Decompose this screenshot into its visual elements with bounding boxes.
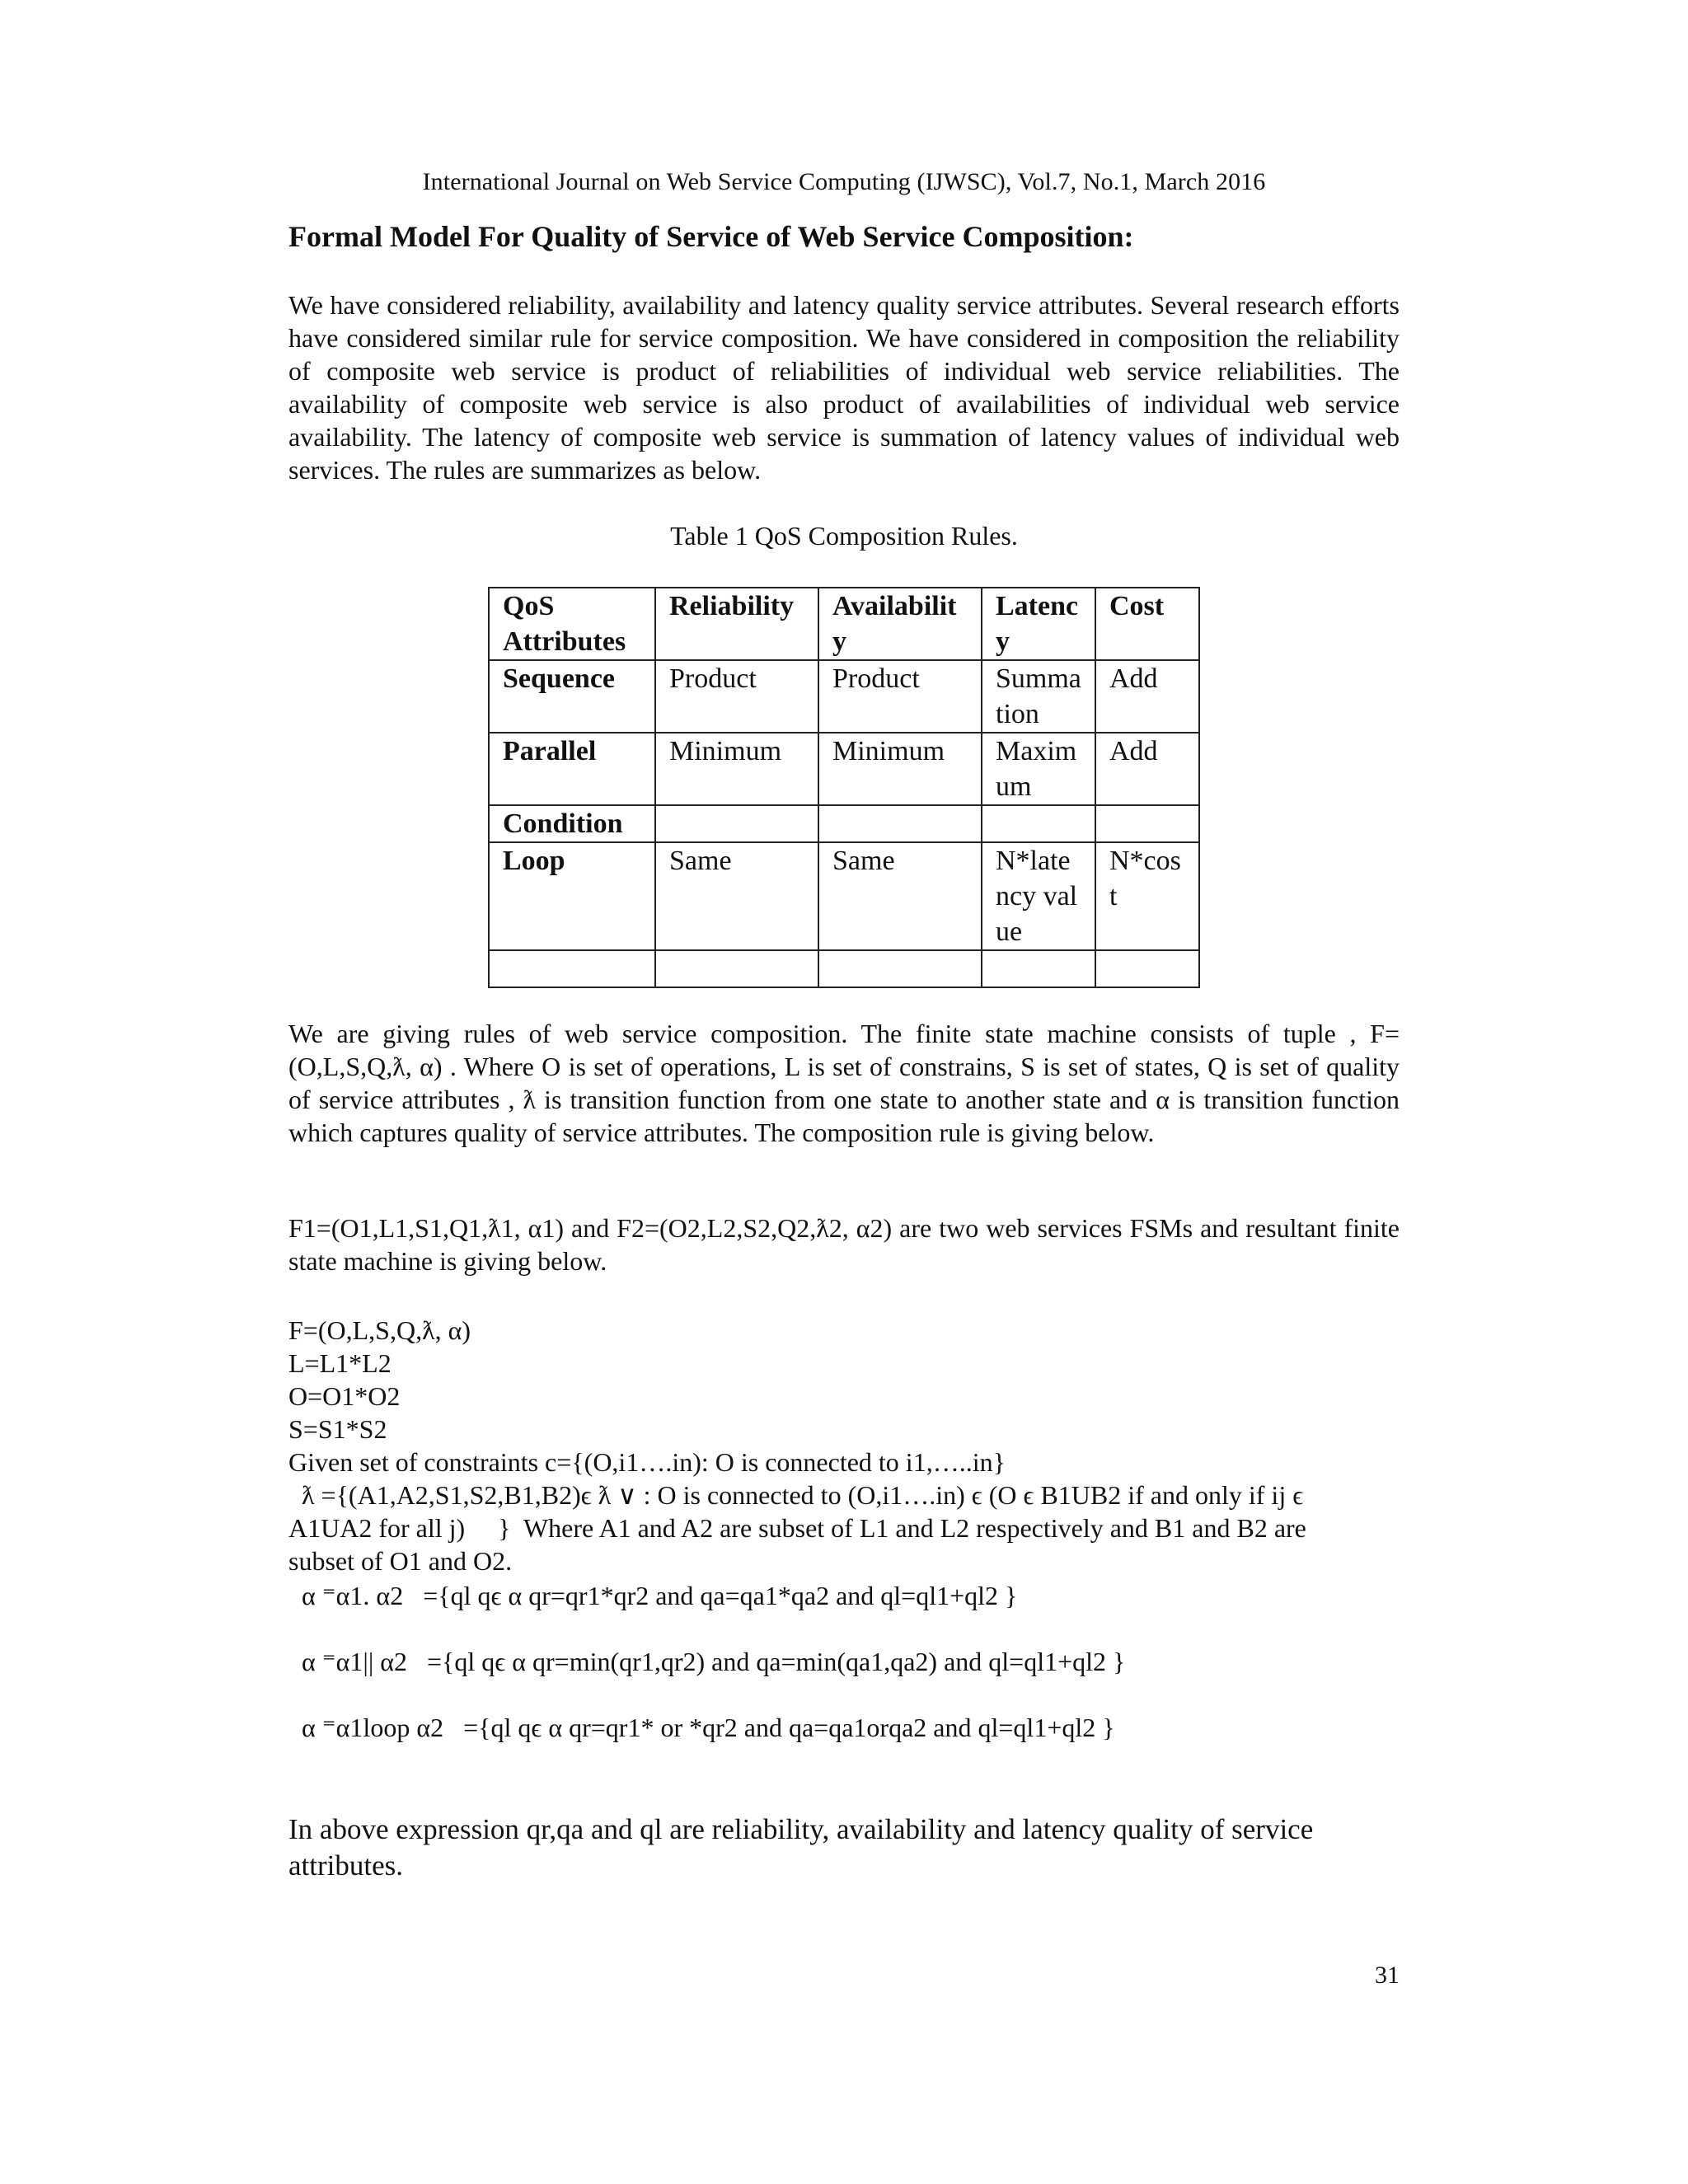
cell-availability: Minimum bbox=[818, 733, 982, 805]
cell-reliability: Product bbox=[655, 660, 818, 733]
formula-o: O=O1*O2 bbox=[288, 1381, 401, 1411]
cell-availability: Same bbox=[818, 842, 982, 950]
formula-s: S=S1*S2 bbox=[288, 1414, 387, 1444]
cell-availability: Product bbox=[818, 660, 982, 733]
qos-composition-table bbox=[488, 587, 1200, 988]
cell-reliability bbox=[655, 805, 818, 842]
formula-lambda-line-3: subset of O1 and O2. bbox=[288, 1546, 513, 1576]
page-number: 31 bbox=[1375, 1961, 1400, 1989]
formula-lambda-line-1: ƛ ={(A1,A2,S1,S2,B1,B2)ϵ ƛ ∨ : O is connected to (O,i1….in) ϵ (O ϵ B1UB2 if and only if ij ϵ bbox=[302, 1480, 1304, 1510]
cell-cost bbox=[1095, 805, 1199, 842]
formula-l: L=L1*L2 bbox=[288, 1348, 392, 1378]
table-empty-row bbox=[489, 950, 1199, 987]
cell-reliability: Minimum bbox=[655, 733, 818, 805]
cell-cost: N*cost bbox=[1095, 842, 1199, 950]
formula-f: F=(O,L,S,Q,ƛ, α) bbox=[288, 1315, 471, 1345]
row-label: Parallel bbox=[489, 733, 655, 805]
formula-constraints: Given set of constraints c={(O,i1….in): O is connected to i1,…..in} bbox=[288, 1447, 1006, 1477]
empty-cell bbox=[818, 950, 982, 987]
empty-cell bbox=[1095, 950, 1199, 987]
empty-cell bbox=[982, 950, 1095, 987]
header-reliability: Reliability bbox=[655, 588, 818, 660]
fsm-paragraph: We are giving rules of web service composition. The finite state machine consists of tuple , F=(O,L,S,Q,ƛ, α) . Where O is set of operations, L is set of constrains, S is set of states, Q is set of quality of service attributes , ƛ is transition function from one state to another state and α is transition function which captures quality of service attributes. The composition rule is giving below. bbox=[288, 1019, 1400, 1147]
empty-cell bbox=[489, 950, 655, 987]
running-header: International Journal on Web Service Computing (IJWSC), Vol.7, No.1, March 2016 bbox=[422, 168, 1266, 195]
header-availability: Availability bbox=[818, 588, 982, 660]
closing-paragraph: In above expression qr,qa and ql are reliability, availability and latency quality of service attributes. bbox=[288, 1813, 1314, 1882]
formula-alpha-parallel: α ⁼α1|| α2 ={ql qϵ α qr=min(qr1,qr2) and qa=min(qa1,qa2) and ql=ql1+ql2 } bbox=[302, 1647, 1126, 1676]
formula-alpha-loop: α ⁼α1loop α2 ={ql qϵ α qr=qr1* or *qr2 and qa=qa1orqa2 and ql=ql1+ql2 } bbox=[302, 1713, 1115, 1742]
header-latency: Latency bbox=[982, 588, 1095, 660]
cell-latency: N*latency value bbox=[982, 842, 1095, 950]
section-title: Formal Model For Quality of Service of Web Service Composition: bbox=[288, 220, 1134, 253]
row-label: Sequence bbox=[489, 660, 655, 733]
table-header-row bbox=[489, 588, 1199, 660]
cell-latency: Maximum bbox=[982, 733, 1095, 805]
cell-latency: Summation bbox=[982, 660, 1095, 733]
formula-lambda-line-2: A1UA2 for all j) } Where A1 and A2 are subset of L1 and L2 respectively and B1 and B2 are bbox=[288, 1513, 1306, 1543]
row-label: Condition bbox=[489, 805, 655, 842]
empty-cell bbox=[655, 950, 818, 987]
table-caption: Table 1 QoS Composition Rules. bbox=[670, 521, 1018, 551]
row-label: Loop bbox=[489, 842, 655, 950]
cell-latency bbox=[982, 805, 1095, 842]
two-fsms-paragraph: F1=(O1,L1,S1,Q1,ƛ1, α1) and F2=(O2,L2,S2,Q2,ƛ2, α2) are two web services FSMs and resultant finite state machine is giving below. bbox=[288, 1213, 1400, 1276]
header-qos-attributes: QoS Attributes bbox=[489, 588, 655, 660]
cell-reliability: Same bbox=[655, 842, 818, 950]
table-row bbox=[489, 842, 1199, 950]
header-cost: Cost bbox=[1095, 588, 1199, 660]
table-row bbox=[489, 733, 1199, 805]
formula-alpha-sequence: α ⁼α1. α2 ={ql qϵ α qr=qr1*qr2 and qa=qa1*qa2 and ql=ql1+ql2 } bbox=[302, 1581, 1018, 1610]
table-row bbox=[489, 805, 1199, 842]
cell-availability bbox=[818, 805, 982, 842]
table-row bbox=[489, 660, 1199, 733]
intro-paragraph: We have considered reliability, availability and latency quality service attributes. Several research efforts have considered similar rule for service composition. We have considered in composition the reliability of composite web service is product of reliabilities of individual web service reliabilities. The availability of composite web service is also product of availabilities of individual web service availability. The latency of composite web service is summation of latency values of individual web services. The rules are summarizes as below. bbox=[288, 290, 1400, 485]
cell-cost: Add bbox=[1095, 660, 1199, 733]
cell-cost: Add bbox=[1095, 733, 1199, 805]
